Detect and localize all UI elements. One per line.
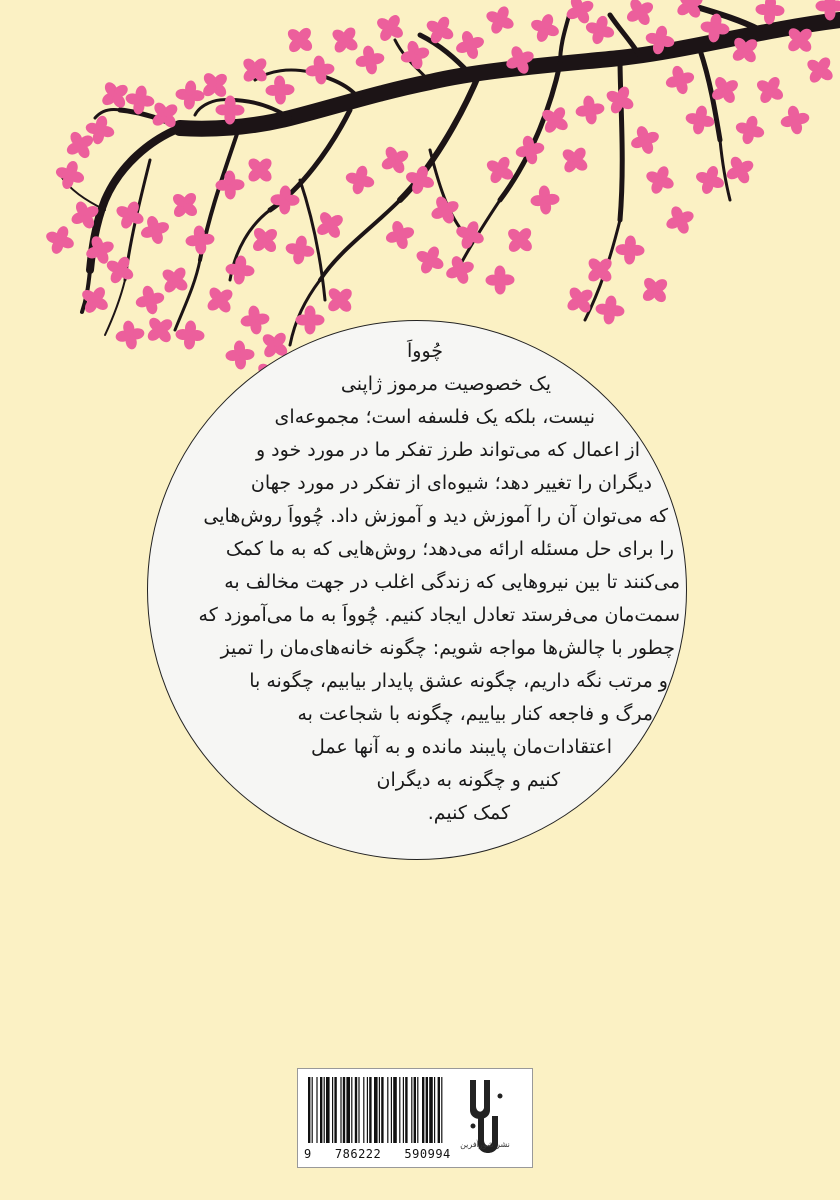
blossom <box>800 50 840 90</box>
blossom <box>662 62 698 98</box>
blossom <box>224 254 256 286</box>
barcode-bar <box>393 1077 397 1143</box>
barcode-bar <box>417 1077 418 1143</box>
text-line: که می‌توان آن را آموزش دید و آموزش داد. چُوواَ روش‌هایی <box>203 505 668 527</box>
blossom <box>732 112 768 148</box>
text-line: و مرتب نگه داریم، چگونه عشق پایدار بیابیم، چگونه با <box>249 670 668 692</box>
blossom <box>382 217 418 253</box>
text-line: نیست، بلکه یک فلسفه است؛ مجموعه‌ای <box>274 406 595 428</box>
barcode-bar <box>411 1077 412 1143</box>
blossom <box>215 170 245 200</box>
text-line: را برای حل مسئله ارائه می‌دهد؛ روش‌هایی که به ما کمک <box>225 538 674 560</box>
blossom <box>661 201 699 239</box>
blossom <box>481 1 519 39</box>
blossom <box>573 93 606 126</box>
blossom <box>485 265 515 295</box>
blossom <box>41 221 78 258</box>
barcode-bar <box>332 1077 333 1143</box>
blossom <box>635 270 676 311</box>
barcode-bar <box>374 1077 378 1143</box>
blossom <box>529 184 560 215</box>
blossom <box>283 233 317 267</box>
barcode-bar <box>308 1077 310 1143</box>
barcode-bar <box>381 1077 383 1143</box>
publisher-name: نشر شورآفرین <box>460 1140 510 1149</box>
blossom <box>175 320 206 351</box>
blossom <box>526 9 563 46</box>
barcode-bar <box>422 1077 424 1143</box>
barcode-bar <box>346 1077 350 1143</box>
blossom <box>280 20 321 61</box>
barcode-bar <box>340 1077 341 1143</box>
barcode-bar <box>426 1077 428 1143</box>
blossom <box>239 304 272 337</box>
blossom <box>615 235 645 265</box>
blossom <box>342 162 377 197</box>
blossom <box>296 306 325 335</box>
text-line: می‌کنند تا بین نیروهایی که زندگی اغلب در جهت مخالف به <box>224 571 680 593</box>
blossom <box>132 282 167 317</box>
blossom <box>626 121 663 158</box>
blossom <box>234 49 275 90</box>
barcode-bar <box>358 1077 359 1143</box>
blossom <box>750 70 790 110</box>
barcode-bar <box>429 1077 433 1143</box>
text-line: مرگ و فاجعه کنار بیاییم، چگونه با شجاعت به <box>297 703 653 725</box>
blossom <box>265 75 295 105</box>
blossom <box>111 196 150 235</box>
blossom <box>245 220 286 261</box>
barcode-bar <box>434 1077 435 1143</box>
blossom <box>594 294 626 326</box>
barcode-bar <box>351 1077 352 1143</box>
blossom <box>75 280 115 320</box>
barcode-bar <box>369 1077 371 1143</box>
text-line: یک خصوصیت مرموز ژاپنی <box>340 373 551 395</box>
barcode-bar <box>414 1077 416 1143</box>
blossom <box>620 0 660 32</box>
blossom <box>353 43 387 77</box>
barcode-bar <box>387 1077 388 1143</box>
barcode-bar <box>391 1077 392 1143</box>
blossom <box>325 20 366 61</box>
barcode-bar <box>324 1077 325 1143</box>
blossom <box>500 220 541 261</box>
barcode-bar <box>316 1077 317 1143</box>
blossom <box>200 280 241 321</box>
text-line: چُوواَ <box>406 340 443 362</box>
blossom <box>513 133 548 168</box>
text-line: دیگران را تغییر دهد؛ شیوه‌ای از تفکر در مورد جهان <box>250 472 652 494</box>
barcode-bar <box>355 1077 357 1143</box>
barcode-bar <box>320 1077 322 1143</box>
barcode-bar <box>399 1077 400 1143</box>
text-line: اعتقادات‌مان پایبند مانده و به آنها عمل <box>311 736 612 758</box>
barcode-bar <box>403 1077 404 1143</box>
text-line: کمک کنیم. <box>427 802 510 824</box>
barcode-bar <box>312 1077 313 1143</box>
blossom <box>52 157 88 193</box>
blossom <box>113 318 147 352</box>
blossom <box>165 185 206 226</box>
barcode-bar <box>367 1077 368 1143</box>
blossom <box>184 224 216 256</box>
blossom <box>641 161 679 199</box>
blossom <box>555 140 596 181</box>
blossom <box>441 251 478 288</box>
barcode-bar <box>343 1077 345 1143</box>
blossom <box>778 103 812 137</box>
barcode-bar <box>326 1077 330 1143</box>
barcode-bar <box>334 1077 336 1143</box>
blossom <box>420 10 459 49</box>
blossom <box>239 149 280 190</box>
blossom <box>397 37 433 73</box>
barcode-bar <box>379 1077 380 1143</box>
barcode-bar <box>405 1077 407 1143</box>
text-line: چطور با چالش‌ها مواجه شویم: چگونه خانه‌های‌مان را تمیز <box>220 637 675 659</box>
blossom <box>411 241 450 280</box>
isbn-number: 9 786222 590994 <box>304 1147 451 1161</box>
barcode-bar <box>438 1077 440 1143</box>
blossom <box>370 8 410 48</box>
barcode-bar <box>363 1077 364 1143</box>
blossom <box>670 0 710 25</box>
barcode-bar <box>441 1077 442 1143</box>
text-line: سمت‌مان می‌فرستد تعادل ایجاد کنیم. چُوواَ به ما می‌آموزد که <box>198 604 680 626</box>
text-line: از اعمال که می‌تواند طرز تفکر ما در مورد خود و <box>255 439 640 461</box>
text-line: کنیم و چگونه به دیگران <box>376 769 560 791</box>
blossom <box>225 340 256 371</box>
